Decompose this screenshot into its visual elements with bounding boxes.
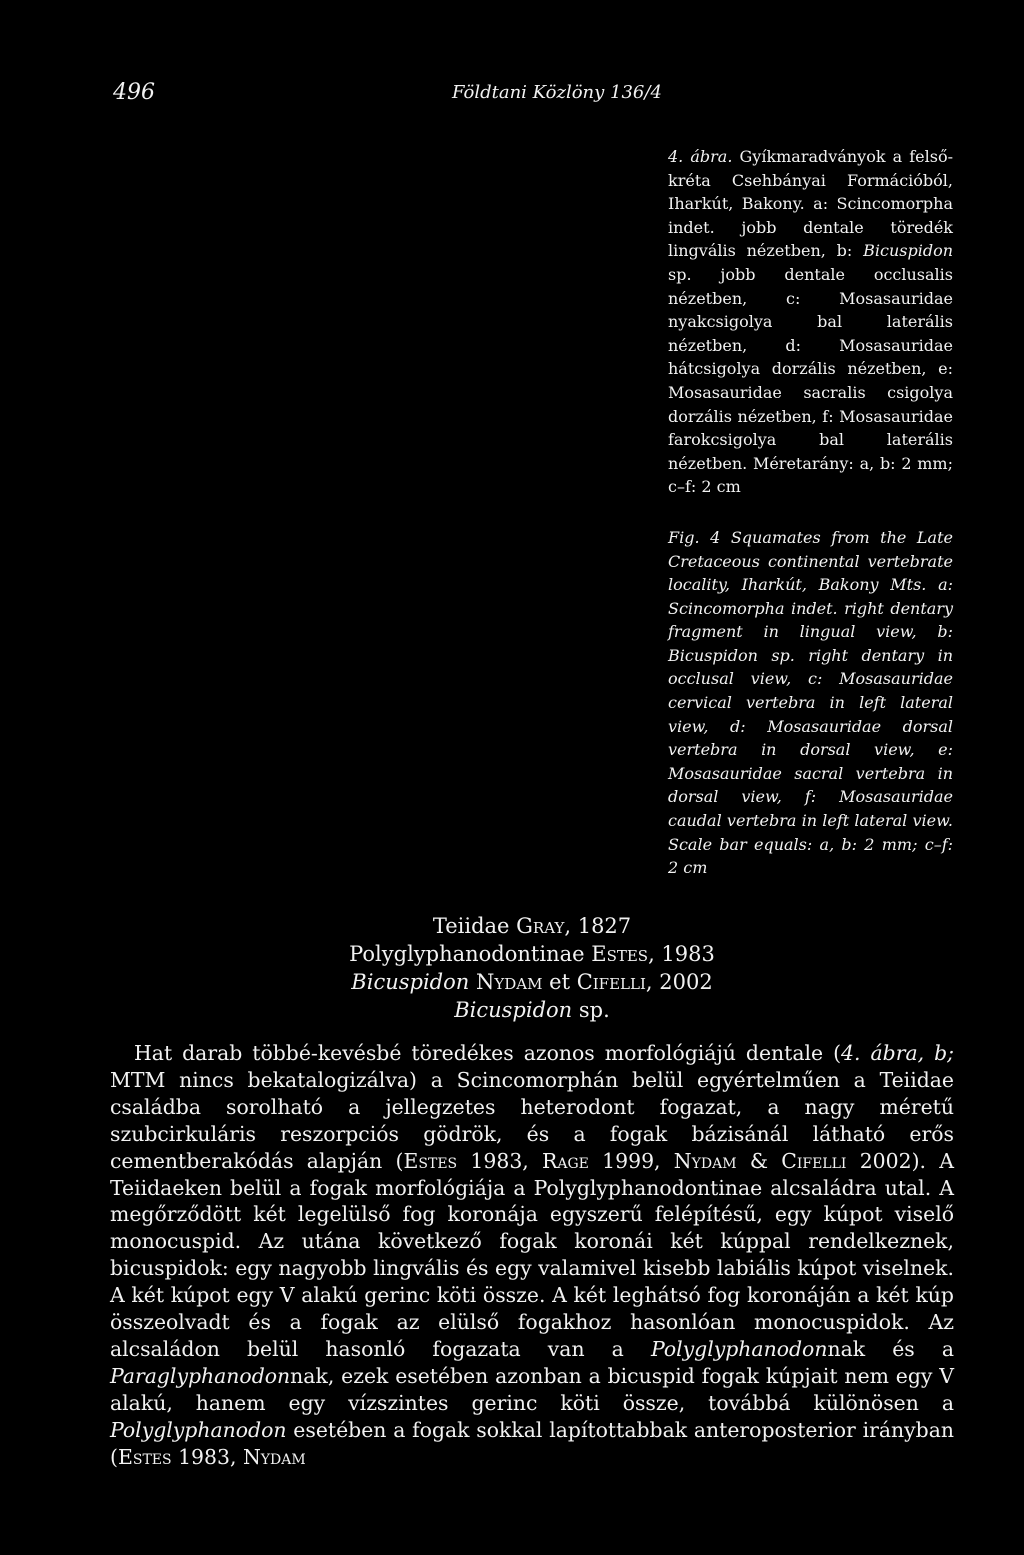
figure-ref: 4. ábra, b;	[841, 1041, 955, 1065]
running-head: Földtani Közlöny 136/4	[452, 82, 662, 103]
body-text-2: MTM nincs bekatalogizálva) a Scincomorphán belül egyértelműen a Teiidae családba sorolható a jellegzetes heterodont fogazat, a nagy méretű szubcirkuláris reszorpciós gödrök, és a fogak bázisánál látható erős cementberakódás alapján (	[110, 1067, 954, 1173]
taxon-family-name: Teiidae	[432, 914, 510, 938]
taxon-family-year: , 1827	[564, 914, 632, 938]
body-text-10: 1983,	[171, 1444, 243, 1469]
taxon-genus-et: et	[542, 970, 577, 994]
body-text-6: 2002). A Teiidaeken belül a fogak morfológiája a Polyglyphanodontinae alcsaládra utal. A megőrződött két legelülső fog koronája egyszerű felépítésű, egy kúpot viselő monocuspid. Az utána következő fogak koronái két kúppal rendelkeznek, bicuspidok: egy nagyobb lingvális és egy valamivel kisebb labiális kúpot viselnek. A két kúpot egy V alakú gerinc köti össze. A két leghátsó fog koronáján a két kúp összeolvadt és a fogak az elülső fogakhoz hasonlóan monocuspidok. Az alcsaládon belül hasonló fogazata van a	[110, 1148, 954, 1361]
taxon-species	[160, 996, 904, 1024]
taxon-species-rest: sp.	[572, 998, 610, 1022]
citation-author: Nydam	[242, 1444, 306, 1469]
taxon-species-name: Bicuspidon	[454, 998, 573, 1022]
body-paragraph	[110, 1040, 954, 1471]
taxonomy-heading	[160, 912, 904, 1024]
caption-label: 4. ábra.	[668, 147, 733, 166]
citation-author: Nydam	[673, 1148, 737, 1173]
taxon-family	[160, 912, 904, 940]
citation-author: Cifelli	[781, 1148, 847, 1173]
taxon-subfamily-author: Estes	[591, 942, 649, 966]
body-text-7: nak és a	[827, 1336, 954, 1361]
body-text-1: Hat darab többé-kevésbé töredékes azonos morfológiájú dentale (	[134, 1041, 842, 1065]
body-text-3: 1983,	[457, 1148, 543, 1173]
body-text-9: esetében a fogak sokkal lapítottabbak anteroposterior irányban (	[110, 1417, 954, 1469]
genus-name: Paraglyphanodon	[110, 1363, 291, 1388]
citation-author: Estes	[403, 1148, 458, 1173]
genus-name: Polyglyphanodon	[650, 1336, 828, 1361]
figure-caption	[668, 145, 953, 880]
taxon-family-author: Gray	[516, 914, 565, 938]
citation-author: Estes	[117, 1444, 172, 1469]
citation-author: Rage	[542, 1148, 589, 1173]
taxon-genus-name: Bicuspidon	[351, 970, 470, 994]
taxon-genus-author-2: Cifelli	[576, 970, 646, 994]
page-number: 496	[113, 80, 155, 105]
caption-hu-rest: sp. jobb dentale occlusalis nézetben, c: Mosasauridae nyakcsigolya bal laterális nézetben, d: Mosasauridae hátcsigolya dorzális nézetben, e: Mosasauridae sacralis csigolya dorzális nézetben, f: Mosasauridae farokcsigolya bal laterális nézetben. Méretarány: a, b: 2 mm; c–f: 2 cm	[668, 264, 953, 497]
caption-hu-genus: Bicuspidon	[863, 241, 953, 261]
taxon-genus-author-1: Nydam	[475, 970, 543, 994]
taxon-genus	[160, 968, 904, 996]
body-text-5: &	[736, 1148, 782, 1173]
body-text-8: nak, ezek esetében azonban a bicuspid fogak kúpjait nem egy V alakú, hanem egy vízszintes gerinc köti össze, továbbá különösen a	[110, 1363, 954, 1415]
taxon-subfamily-year: , 1983	[648, 942, 715, 966]
taxon-subfamily-name: Polyglyphanodontinae	[349, 942, 585, 966]
caption-hu-text: Gyíkmaradványok a felső-kréta Csehbányai Formációból, Iharkút, Bakony. a: Scincomorpha indet. jobb dentale töredék lingvális nézetben, b:	[668, 147, 953, 261]
taxon-genus-year: , 2002	[645, 970, 713, 994]
taxon-subfamily	[160, 940, 904, 968]
caption-hungarian	[668, 145, 953, 499]
body-text-4: 1999,	[588, 1148, 674, 1173]
caption-english: Fig. 4 Squamates from the Late Cretaceous continental vertebrate locality, Iharkút, Bakony Mts. a: Scincomorpha indet. right dentary fragment in lingual view, b: Bicuspidon sp. right dentary in occlusal view, c: Mosasauridae cervical vertebra in left lateral view, d: Mosasauridae dorsal vertebra in dorsal view, e: Mosasauridae sacral vertebra in dorsal view, f: Mosasauridae caudal vertebra in left lateral view. Scale bar equals: a, b: 2 mm; c–f: 2 cm	[668, 527, 953, 878]
genus-name: Polyglyphanodon	[110, 1417, 287, 1442]
